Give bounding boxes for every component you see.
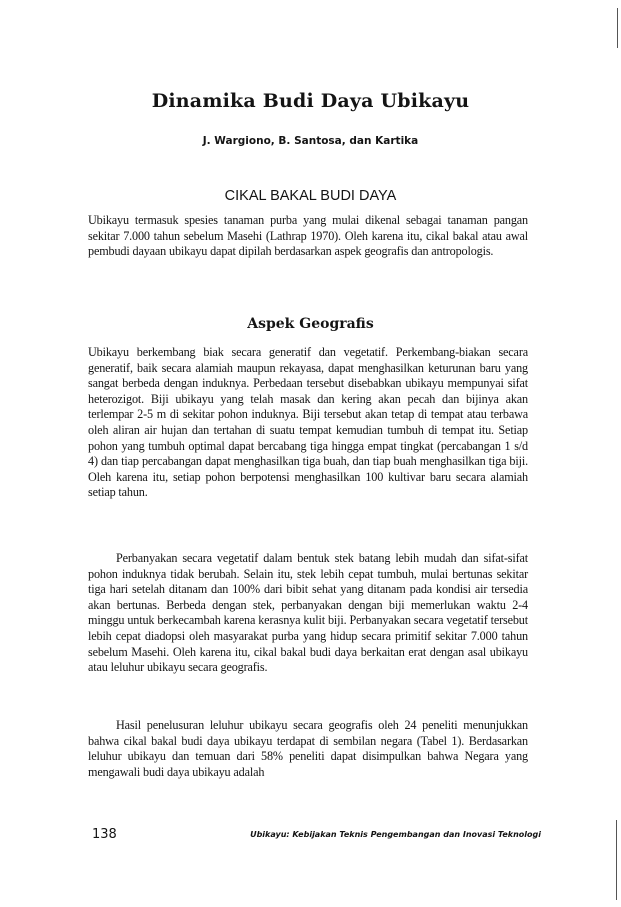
chapter-authors: J. Wargiono, B. Santosa, dan Kartika bbox=[202, 135, 419, 147]
scan-edge-line bbox=[617, 8, 618, 48]
running-footer: Ubikayu: Kebijakan Teknis Pengembangan dan Inovasi Teknologi bbox=[250, 830, 541, 839]
chapter-title: Dinamika Budi Daya Ubikayu bbox=[151, 90, 470, 112]
subsection-heading: Aspek Geografis bbox=[247, 316, 374, 332]
section-heading: CIKAL BAKAL BUDI DAYA bbox=[224, 188, 397, 204]
body-paragraph: Perbanyakan secara vegetatif dalam bentuk stek batang lebih mudah dan sifat-sifat pohon induknya tidak berubah. Selain itu, stek lebih cepat tumbuh, mulai bertunas sekitar tiga hari setelah ditanam dan 100% dari bibit sehat yang ditanam pada kondisi air tersedia akan bertunas. Berbeda dengan stek, perbanyakan dengan biji memerlukan waktu 2-4 minggu untuk berkecambah karena kerasnya kulit biji. Perbanyakan secara vegetatif tersebut lebih cepat diadopsi oleh masyarakat purba yang hidup secara primitif sekitar 7.000 tahun sebelum Masehi. Oleh karena itu, cikal bakal budi daya berkaitan erat dengan asal ubikayu atau leluhur ubikayu secara geografis. bbox=[88, 551, 528, 675]
body-paragraph: Ubikayu berkembang biak secara generatif dan vegetatif. Perkembang-biakan secara generatif, baik secara alamiah maupun rekayasa, dapat menghasilkan keturunan baru yang sangat berbeda dengan induknya. Perbedaan tersebut disebabkan ubikayu mempunyai sifat heterozigot. Biji ubikayu yang telah masak dan kering akan pecah dan bijinya akan terlempar 2-5 m di sekitar pohon induknya. Biji tersebut akan tetap di tempat atau terbawa oleh aliran air hujan dan tertahan di suatu tempat kemudian tumbuh di tempat itu. Setiap pohon yang tumbuh optimal dapat bercabang tiga hingga empat tingkat (percabangan 1 s/d 4) dan tiap percabangan dapat menghasilkan tiga buah, dan tiap buah menghasilkan tiga biji. Oleh karena itu, setiap pohon berpotensi menghasilkan 100 kultivar baru secara alamiah setiap tahun. bbox=[88, 345, 528, 500]
body-paragraph: Hasil penelusuran leluhur ubikayu secara geografis oleh 24 peneliti menunjukkan bahwa cikal bakal budi daya ubikayu terdapat di sembilan negara (Tabel 1). Berdasarkan leluhur ubikayu dan temuan dari 58% peneliti dapat disimpulkan bahwa Negara yang mengawali budi daya ubikayu adalah bbox=[88, 718, 528, 779]
intro-paragraph: Ubikayu termasuk spesies tanaman purba yang mulai dikenal sebagai tanaman pangan sekitar 7.000 tahun sebelum Masehi (Lathrap 1970). Oleh karena itu, cikal bakal atau awal pembudi dayaan ubikayu dapat dipilah berdasarkan aspek geografis dan antropologis. bbox=[88, 213, 528, 259]
scan-edge-line bbox=[616, 820, 617, 900]
page-number: 138 bbox=[92, 827, 117, 842]
